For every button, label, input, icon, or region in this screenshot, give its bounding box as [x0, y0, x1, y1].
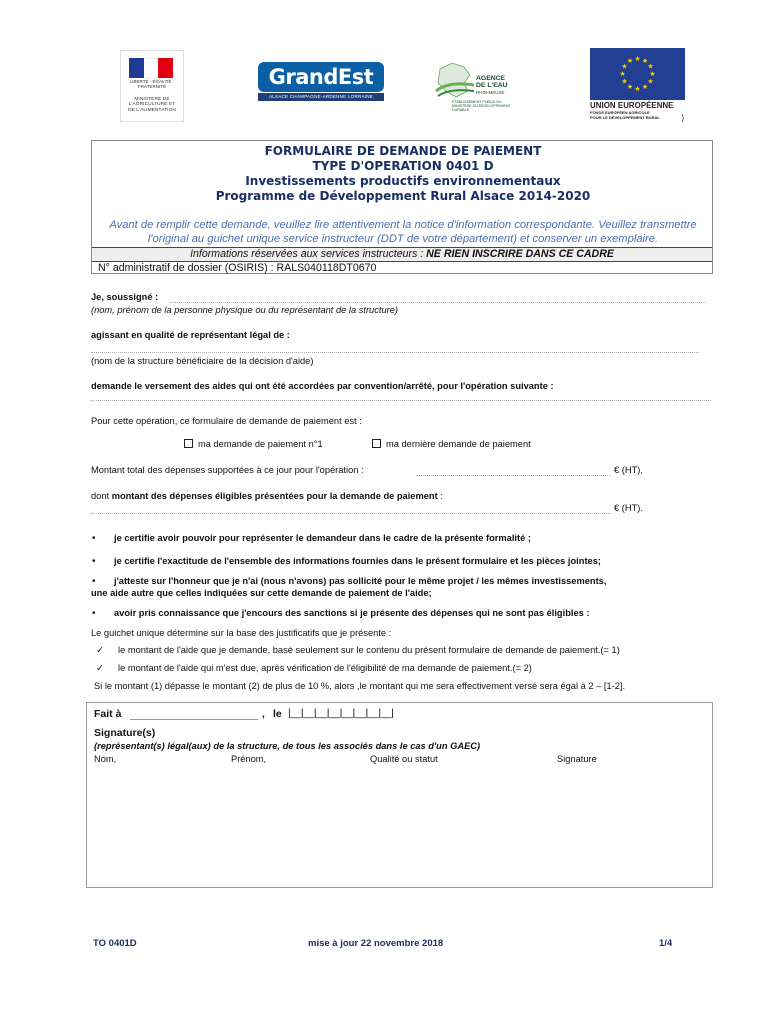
- agence-eau-logo: [432, 55, 520, 110]
- eu-flag-icon: [590, 48, 685, 100]
- signature-subtitle: (représentant(s) légal(aux) de la structure, de tous les associés dans le cas d'un GAEC): [94, 741, 481, 751]
- option-first-payment[interactable]: ma demande de paiement n°1: [184, 439, 323, 449]
- ministry-name: MINISTÈRE DE L'AGRICULTURE ET DE L'ALIMENTATION: [127, 97, 176, 113]
- guichet-intro: Le guichet unique détermine sur la base des justificatifs que je présente :: [91, 628, 392, 638]
- grand-est-name: GrandEst: [258, 62, 384, 92]
- date-label: le: [273, 708, 282, 720]
- montant-total-label: Montant total des dépenses supportées à ce jour pour l'opération :: [91, 465, 364, 475]
- svg-text:★: ★: [626, 83, 634, 91]
- fait-a-label: Fait à: [94, 708, 122, 720]
- column-prenom: Prénom,: [231, 754, 267, 764]
- agence-eau-subtitle: ÉTABLISSEMENT PUBLIC DU MINISTÈRE DU DÉVELOPPEMENT DURABLE: [452, 100, 511, 112]
- svg-text:★: ★: [649, 70, 656, 78]
- certification-2: je certifie l'exactitude de l'ensemble des informations fournies dans le présent formulaire et les pièces jointes;: [114, 556, 601, 566]
- demande-label: demande le versement des aides qui ont été accordées par convention/arrêté, pour l'opération suivante :: [91, 381, 554, 391]
- republique-francaise-logo: [120, 50, 184, 122]
- eu-mark-glyph: ⟩: [681, 113, 685, 123]
- soussigne-hint: (nom, prénom de la personne physique ou du représentant de la structure): [91, 305, 398, 315]
- grand-est-logo: [258, 62, 384, 102]
- union-europeenne-logo: [590, 48, 686, 124]
- operation-status-label: Pour cette opération, ce formulaire de demande de paiement est :: [91, 416, 362, 426]
- svg-text:★: ★: [619, 70, 626, 78]
- svg-text:★: ★: [626, 57, 634, 65]
- svg-text:★: ★: [641, 57, 649, 65]
- certification-3-continued: une aide autre que celles indiquées sur cette demande de paiement de l'aide;: [91, 588, 432, 598]
- footer-update-date: mise à jour 22 novembre 2018: [308, 938, 444, 949]
- svg-text:★: ★: [634, 55, 641, 63]
- grand-est-regions: ALSACE CHAMPAGNE-ARDENNE LORRAINE: [258, 93, 384, 101]
- svg-text:★: ★: [641, 83, 649, 91]
- montant-rule: Si le montant (1) dépasse le montant (2) de plus de 10 %, alors ,le montant qui me sera effectivement versé sera égal à 2 – [1-2].: [94, 681, 626, 691]
- column-qualite: Qualité ou statut: [370, 754, 438, 764]
- french-flag-icon: [129, 58, 173, 78]
- eu-fund-name: FONDS EUROPÉEN AGRICOLE POUR LE DÉVELOPPEMENT RURAL: [590, 110, 660, 120]
- structure-hint: (nom de la structure bénéficiaire de la décision d'aide): [91, 356, 314, 366]
- structure-field[interactable]: [91, 352, 699, 353]
- form-header-box: [91, 140, 713, 274]
- programme-name: Programme de Développement Rural Alsace 2014-2020: [215, 189, 591, 203]
- certification-3: j'atteste sur l'honneur que je n'ai (nous n'avons) pas sollicité pour le même projet / les mêmes investissements,: [114, 576, 607, 586]
- footer-page-number: 1/4: [659, 938, 673, 949]
- svg-text:★: ★: [647, 62, 654, 71]
- bullet-1: •: [92, 533, 96, 544]
- osiris-dossier-number: N° administratif de dossier (OSIRIS) : RALS040118DT0670: [92, 261, 712, 274]
- bullet-3: •: [92, 576, 96, 587]
- operation-type: TYPE D'OPERATION 0401 D: [312, 159, 494, 173]
- comma-separator: ,: [262, 708, 265, 720]
- checkbox-first-payment[interactable]: [184, 439, 193, 448]
- operation-subject: Investissements productifs environnementaux: [245, 174, 561, 188]
- montant-eligible-unit: € (HT).: [614, 503, 643, 513]
- montant-eligible-label: dont montant des dépenses éligibles présentées pour la demande de paiement :: [91, 491, 443, 501]
- svg-text:★: ★: [621, 62, 628, 71]
- agence-eau-map-icon: [434, 61, 476, 101]
- svg-text:★: ★: [647, 77, 654, 86]
- intro-line-2: l'original au guichet unique service instructeur (DDT de votre département) et conserver un exemplaire.: [147, 233, 659, 245]
- certification-1: je certifie avoir pouvoir pour représenter le demandeur dans le cadre de la présente formalité ;: [114, 533, 531, 543]
- bullet-4: •: [92, 608, 96, 619]
- certification-4: avoir pris connaissance que j'encours des sanctions si je présente des dépenses qui ne sont pas éligibles :: [114, 608, 590, 618]
- checkbox-last-payment[interactable]: [372, 439, 381, 448]
- guichet-item-2: le montant de l'aide qui m'est due, après vérification de l'éligibilité de ma demande de paiement.(= 2): [118, 663, 532, 673]
- bullet-2: •: [92, 556, 96, 567]
- soussigne-label: Je, soussigné :: [91, 292, 159, 302]
- column-nom: Nom,: [94, 754, 117, 764]
- intro-line-1: Avant de remplir cette demande, veuillez lire attentivement la notice d'information correspondante. Veuillez transmettre: [109, 219, 697, 231]
- check-icon: ✓: [96, 663, 104, 673]
- montant-total-field[interactable]: [416, 475, 610, 476]
- form-title: FORMULAIRE DE DEMANDE DE PAIEMENT: [264, 144, 542, 158]
- check-icon: ✓: [96, 645, 104, 655]
- svg-text:★: ★: [621, 77, 628, 86]
- fait-a-field[interactable]: [130, 719, 258, 720]
- eu-title: UNION EUROPÉENNE: [590, 101, 674, 110]
- montant-eligible-field[interactable]: [91, 513, 611, 514]
- footer-form-code: TO 0401D: [93, 938, 137, 949]
- guichet-item-1: le montant de l'aide que je demande, basé seulement sur le contenu du présent formulaire de demande de paiement.(= 1): [118, 645, 620, 655]
- montant-total-unit: € (HT),: [614, 465, 643, 475]
- qualite-label: agissant en qualité de représentant légal de :: [91, 330, 290, 340]
- agence-eau-name: AGENCE DE L'EAU RHIN-MEUSE: [476, 75, 508, 96]
- date-field[interactable]: |__|__|__|__|__|__|__|__|: [288, 707, 394, 719]
- signature-title: Signature(s): [94, 727, 156, 739]
- option-last-payment[interactable]: ma dernière demande de paiement: [372, 439, 531, 449]
- devise-text: LIBERTÉ · ÉGALITÉ · FRATERNITÉ: [129, 79, 175, 89]
- reserved-banner: Informations réservées aux services instructeurs : NE RIEN INSCRIRE DANS CE CADRE: [92, 247, 712, 261]
- operation-field[interactable]: [91, 400, 711, 401]
- soussigne-field[interactable]: [170, 302, 706, 303]
- signature-area[interactable]: [90, 770, 708, 882]
- svg-text:★: ★: [634, 85, 641, 93]
- column-signature: Signature: [557, 754, 597, 764]
